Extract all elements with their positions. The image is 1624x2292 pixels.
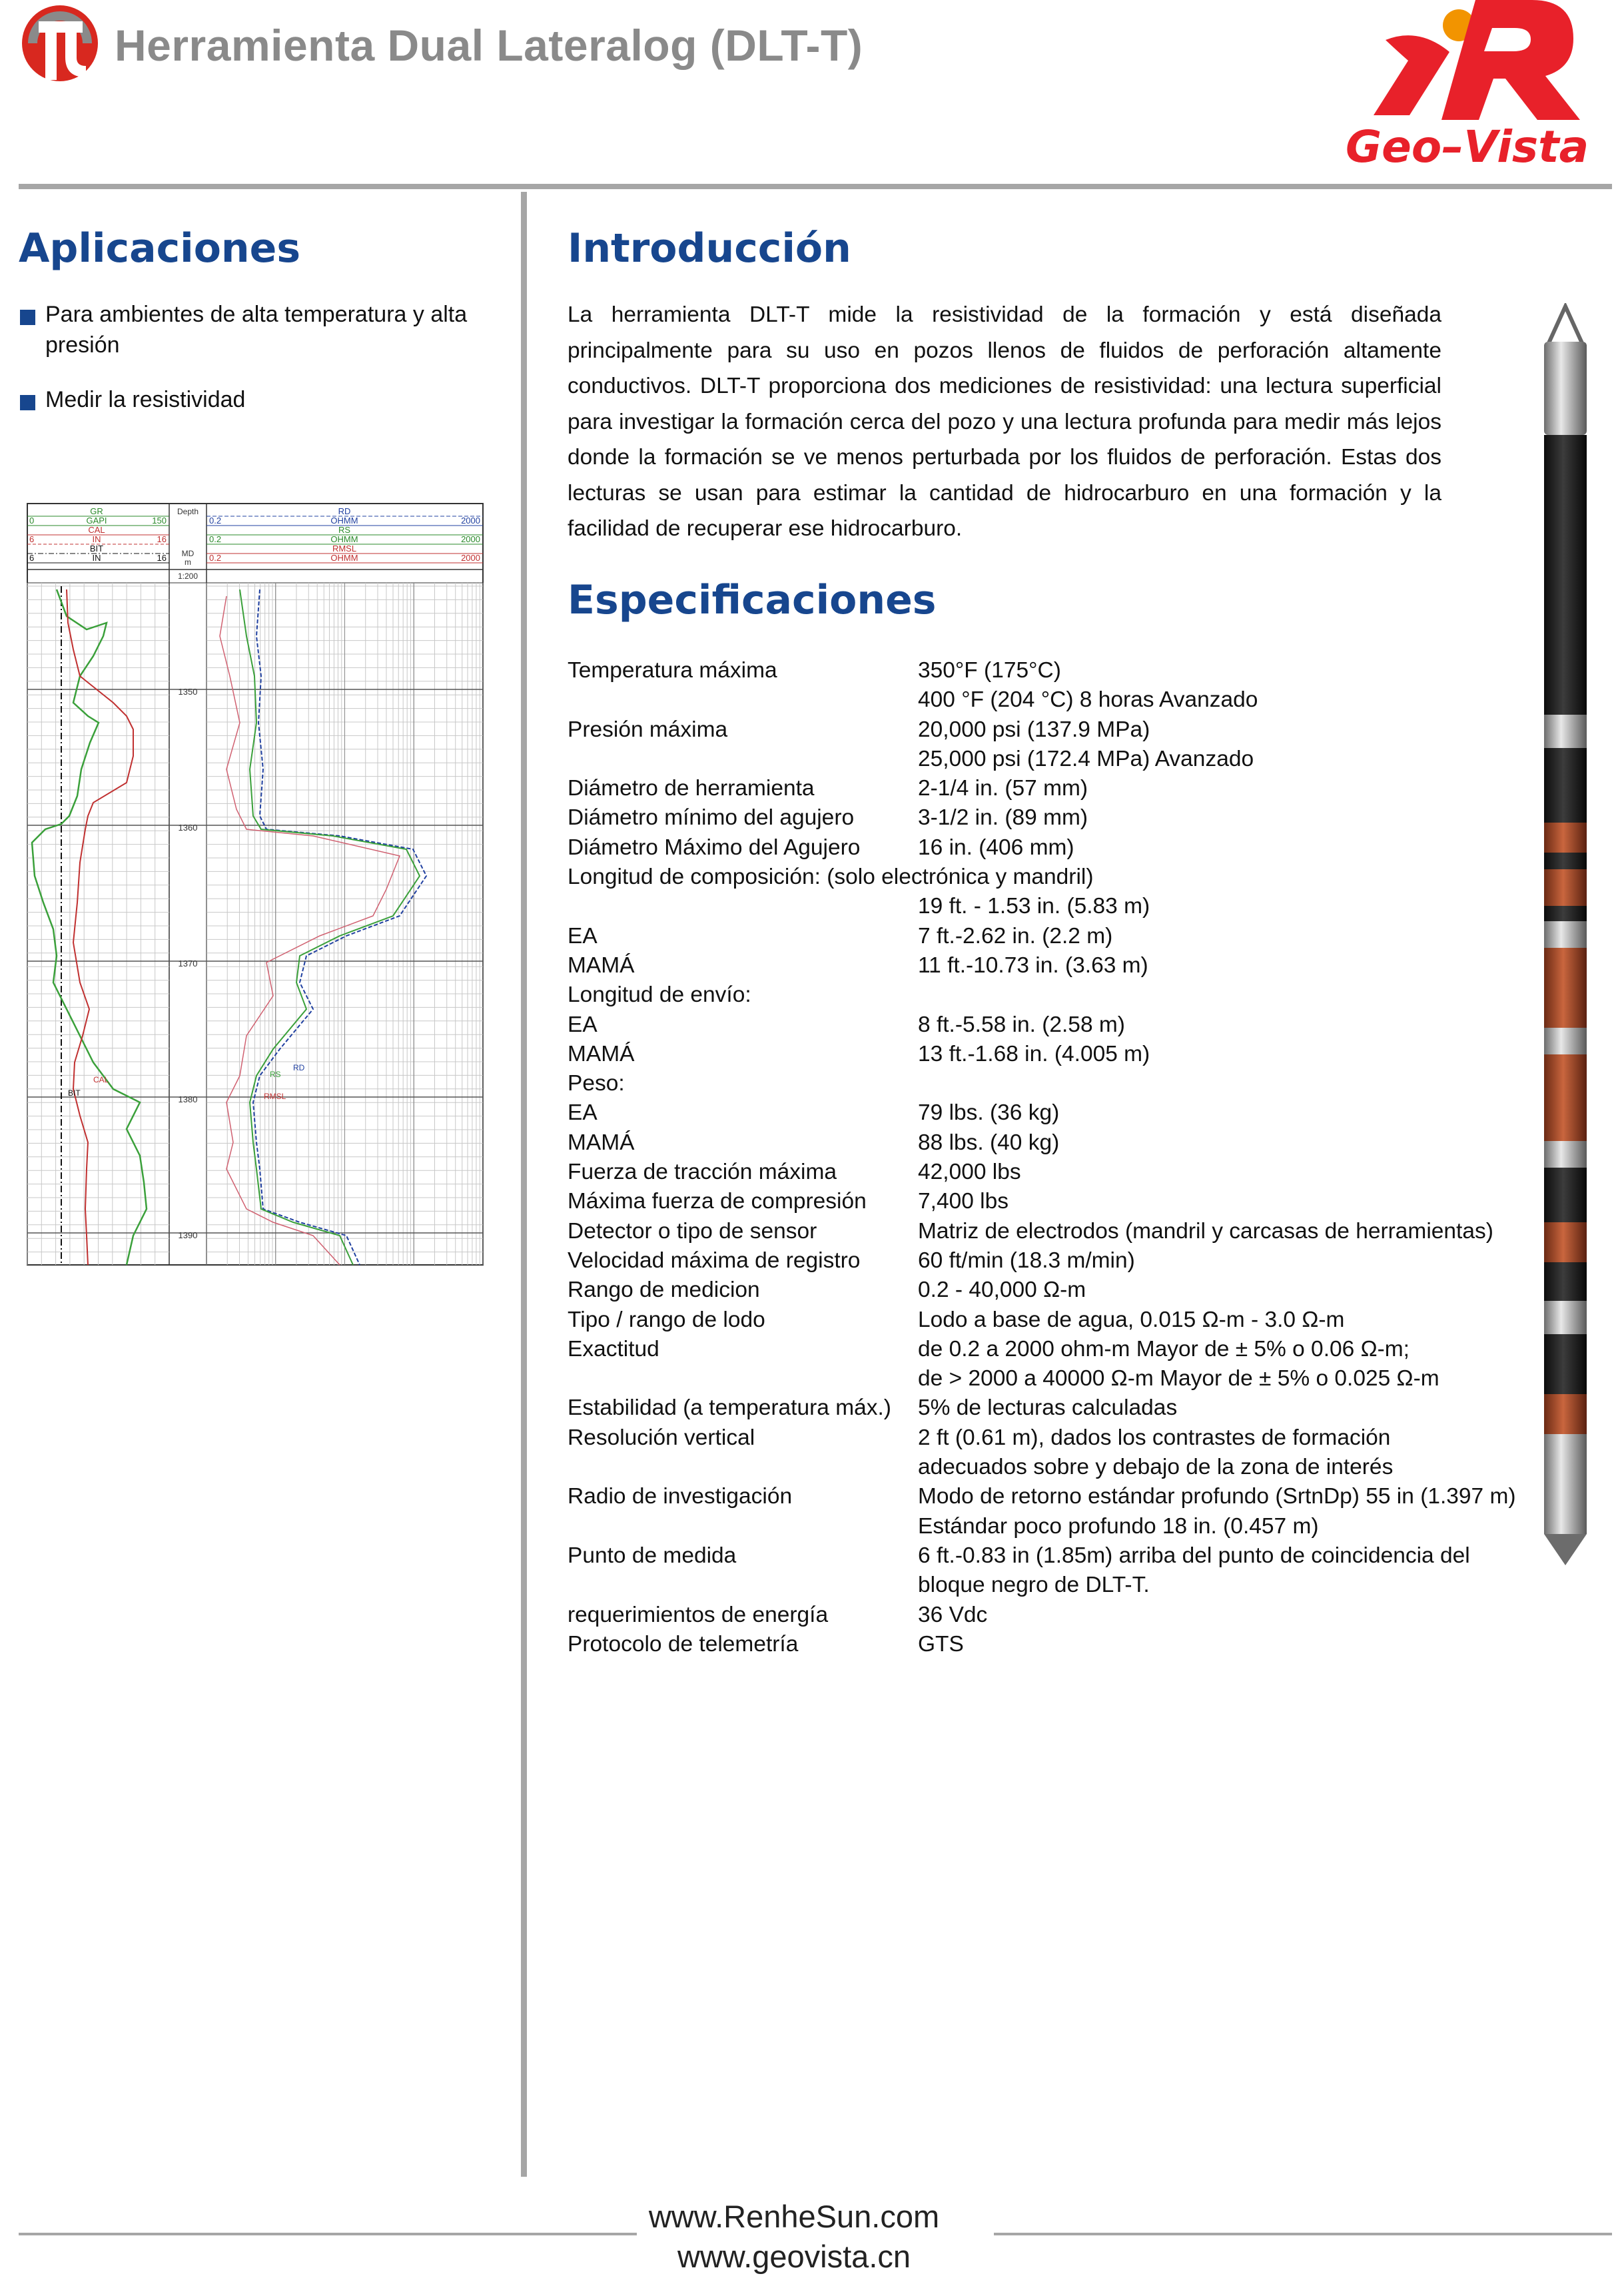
geo-vista-logo-text: Geo–Vista xyxy=(1346,121,1589,173)
well-log-chart xyxy=(27,503,484,1266)
spec-label: Resolución vertical xyxy=(568,1425,755,1450)
spec-value: Lodo a base de agua, 0.015 Ω-m - 3.0 Ω-m xyxy=(918,1307,1345,1332)
spec-value: Matriz de electrodos (mandril y carcasas de herramientas) xyxy=(918,1218,1493,1244)
spec-label: Temperatura máxima xyxy=(568,658,777,683)
spec-value: de > 2000 a 40000 Ω-m Mayor de ± 5% o 0.025 Ω-m xyxy=(918,1366,1439,1391)
spec-label: Radio de investigación xyxy=(568,1484,793,1509)
curve-annotation: BIT xyxy=(68,1088,81,1098)
log-header-min: 0.2 xyxy=(209,516,222,526)
spec-value: 42,000 lbs xyxy=(918,1160,1021,1185)
spec-value: 88 lbs. (40 kg) xyxy=(918,1130,1060,1155)
curve-annotation: RD xyxy=(293,1063,305,1072)
introduction-text: La herramienta DLT-T mide la resistividad de la formación y está diseñada principalmente para su uso en pozos llenos de fluidos de perforación altamente conductivos. DLT-T proporciona dos mediciones de resistividad: una lectura superficial para investigar la formación cerca del pozo y una lectura profunda para medir más lejos donde la formación se ve menos perturbada por los fluidos de perforación. Estas dos lecturas se usan para estimar la cantidad de hidrocarburo en una formación y la facilidad de recuperar ese hidrocarburo. xyxy=(568,302,1441,541)
footer-url-renhesun[interactable]: www.RenheSun.com xyxy=(648,2199,940,2234)
log-header-max: 16 xyxy=(157,553,167,563)
log-header-curve: BIT xyxy=(89,544,104,554)
spec-label: Diámetro Máximo del Agujero xyxy=(568,835,861,860)
application-item xyxy=(20,299,500,360)
spec-label: MAMÁ xyxy=(568,953,635,978)
log-header-min: 6 xyxy=(29,534,35,544)
log-header-max: 2000 xyxy=(461,553,480,563)
spec-label: Fuerza de tracción máxima xyxy=(568,1160,837,1185)
spec-value: 16 in. (406 mm) xyxy=(918,835,1074,860)
spec-label: Longitud de envío: xyxy=(568,982,751,1008)
geo-vista-logo xyxy=(1332,0,1612,173)
log-header-max: 2000 xyxy=(461,516,480,526)
spec-value: 79 lbs. (36 kg) xyxy=(918,1100,1060,1126)
log-header-curve: RMSL xyxy=(332,544,357,554)
spec-label: Peso: xyxy=(568,1071,625,1096)
spec-value: 19 ft. - 1.53 in. (5.83 m) xyxy=(918,894,1150,919)
log-header-min: 0 xyxy=(29,516,35,526)
depth-label: 1360 xyxy=(178,823,198,833)
footer-divider-right xyxy=(994,2233,1612,2235)
spec-value: 5% de lecturas calculadas xyxy=(918,1395,1178,1421)
log-header-max: 16 xyxy=(157,534,167,544)
depth-label: 1350 xyxy=(178,687,198,697)
footer-divider-left xyxy=(19,2233,637,2235)
log-header-curve: GR xyxy=(90,506,103,516)
document-title: Herramienta Dual Lateralog (DLT-T) xyxy=(115,21,863,70)
spec-value: 36 Vdc xyxy=(918,1602,988,1627)
spec-label: Protocolo de telemetría xyxy=(568,1631,799,1657)
spec-value: Modo de retorno estándar profundo (SrtnDp) 55 in (1.397 m) xyxy=(918,1484,1516,1509)
spec-value: bloque negro de DLT-T. xyxy=(918,1573,1150,1598)
spec-value: 25,000 psi (172.4 MPa) Avanzado xyxy=(918,746,1254,771)
spec-label: MAMÁ xyxy=(568,1041,635,1066)
log-header-min: 6 xyxy=(29,553,35,563)
spec-value: 6 ft.-0.83 in (1.85m) arriba del punto de coincidencia del xyxy=(918,1543,1470,1568)
spec-value: 60 ft/min (18.3 m/min) xyxy=(918,1248,1135,1273)
spec-label: Velocidad máxima de registro xyxy=(568,1248,861,1273)
depth-header-md: MD xyxy=(181,549,195,558)
spec-label: Diámetro de herramienta xyxy=(568,776,815,801)
depth-header-unit: m xyxy=(185,558,191,567)
company-logo-left xyxy=(19,4,104,83)
log-header-curve: RS xyxy=(338,525,351,535)
spec-value: 7,400 lbs xyxy=(918,1189,1009,1214)
spec-value: 7 ft.-2.62 in. (2.2 m) xyxy=(918,923,1113,949)
spec-label: Tipo / rango de lodo xyxy=(568,1307,765,1332)
spec-value: 8 ft.-5.58 in. (2.58 m) xyxy=(918,1012,1125,1037)
spec-label: Detector o tipo de sensor xyxy=(568,1218,817,1244)
spec-value: 13 ft.-1.68 in. (4.005 m) xyxy=(918,1041,1150,1066)
specifications-heading: Especificaciones xyxy=(568,577,937,623)
log-header-curve: CAL xyxy=(88,525,105,535)
spec-label: Diámetro mínimo del agujero xyxy=(568,805,855,831)
spec-value: 11 ft.-10.73 in. (3.63 m) xyxy=(918,953,1148,978)
spec-value: 400 °F (204 °C) 8 horas Avanzado xyxy=(918,687,1258,713)
application-item xyxy=(20,384,500,415)
spec-label: Estabilidad (a temperatura máx.) xyxy=(568,1395,891,1421)
bullet-icon xyxy=(20,395,35,410)
depth-label: 1370 xyxy=(178,958,198,968)
spec-value: 20,000 psi (137.9 MPa) xyxy=(918,717,1150,742)
spec-label: Exactitud xyxy=(568,1336,659,1361)
spec-value: GTS xyxy=(918,1631,964,1657)
applications-heading: Aplicaciones xyxy=(19,225,301,272)
spec-value: adecuados sobre y debajo de la zona de interés xyxy=(918,1455,1394,1480)
log-header-min: 0.2 xyxy=(209,553,222,563)
log-header-unit: OHMM xyxy=(330,553,358,563)
spec-label: EA xyxy=(568,923,598,949)
curve-annotation: RMSL xyxy=(264,1092,286,1101)
log-header-unit: IN xyxy=(92,534,101,544)
depth-label: 1380 xyxy=(178,1094,198,1104)
depth-header-scale: 1:200 xyxy=(177,572,199,581)
spec-value: 3-1/2 in. (89 mm) xyxy=(918,805,1088,831)
depth-header-label: Depth xyxy=(177,507,199,516)
spec-label: EA xyxy=(568,1100,598,1126)
log-header-unit: OHMM xyxy=(330,516,358,526)
footer-url-geovista[interactable]: www.geovista.cn xyxy=(677,2239,911,2274)
log-header-unit: OHMM xyxy=(330,534,358,544)
log-header-max: 2000 xyxy=(461,534,480,544)
spec-value: de 0.2 a 2000 ohm-m Mayor de ± 5% o 0.06 Ω-m; xyxy=(918,1336,1410,1361)
introduction-heading: Introducción xyxy=(568,225,851,272)
spec-value: 2 ft (0.61 m), dados los contrastes de formación xyxy=(918,1425,1391,1450)
spec-label: requerimientos de energía xyxy=(568,1602,829,1627)
spec-value: 2-1/4 in. (57 mm) xyxy=(918,776,1088,801)
spec-label: Longitud de composición: (solo electrónica y mandril) xyxy=(568,865,1094,890)
log-header-min: 0.2 xyxy=(209,534,222,544)
column-divider xyxy=(521,192,527,2177)
spec-label: Punto de medida xyxy=(568,1543,737,1568)
spec-label: MAMÁ xyxy=(568,1130,635,1155)
curve-annotation: CAL xyxy=(93,1075,109,1084)
dlt-tool-image xyxy=(1525,303,1605,1569)
header-divider xyxy=(19,184,1612,189)
depth-label: 1390 xyxy=(178,1230,198,1240)
spec-value: 350°F (175°C) xyxy=(918,658,1061,683)
log-header-max: 150 xyxy=(152,516,167,526)
log-header-unit: IN xyxy=(92,553,101,563)
log-header-curve: RD xyxy=(338,506,351,516)
spec-label: Rango de medicion xyxy=(568,1278,760,1303)
log-header-unit: GAPI xyxy=(86,516,107,526)
spec-label: Presión máxima xyxy=(568,717,728,742)
spec-label: Máxima fuerza de compresión xyxy=(568,1189,867,1214)
spec-label: EA xyxy=(568,1012,598,1037)
spec-value: 0.2 - 40,000 Ω-m xyxy=(918,1278,1086,1303)
application-item-text: Medir la resistividad xyxy=(45,387,246,412)
bullet-icon xyxy=(20,310,35,325)
application-item-text: Para ambientes de alta temperatura y alta presión xyxy=(45,302,468,358)
curve-annotation: RS xyxy=(270,1070,281,1079)
spec-value: Estándar poco profundo 18 in. (0.457 m) xyxy=(918,1513,1319,1539)
